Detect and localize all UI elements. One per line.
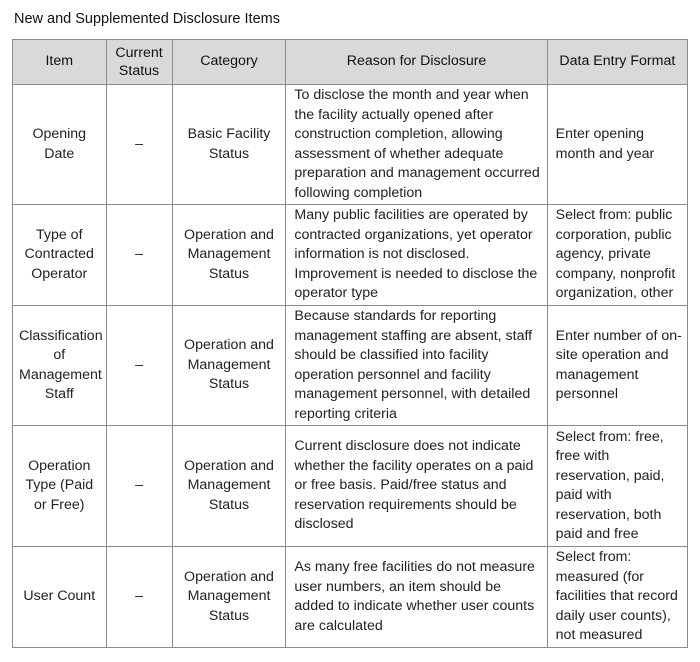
cell-reason: Current disclosure does not indicate whether the facility operates on a paid or free basis. Paid/free status and reservation requirements should be disclosed [286,426,547,547]
cell-category: Operation and Management Status [172,426,286,547]
header-category: Category [172,40,286,85]
cell-category: Operation and Management Status [172,205,286,306]
cell-reason: Because standards for reporting management staffing are absent, staff should be classified into facility operation personnel and facility management personnel, with detailed reporting criteria [286,306,547,426]
cell-reason: Many public facilities are operated by contracted organizations, yet operator information is not disclosed. Improvement is needed to disclose the operator type [286,205,547,306]
cell-format: Select from: public corporation, public agency, private company, nonprofit organization, other [547,205,687,306]
header-reason: Reason for Disclosure [286,40,547,85]
cell-format: Select from: free, free with reservation, paid, paid with reservation, both paid and free [547,426,687,547]
cell-format: Select from: measured (for facilities that record daily user counts), not measured [547,547,687,648]
header-item: Item [13,40,107,85]
table-header-row [13,40,688,85]
cell-format: Enter number of on-site operation and management personnel [547,306,687,426]
cell-item: Type of Contracted Operator [13,205,107,306]
table-row [13,85,688,205]
table-row [13,306,688,426]
cell-item: Operation Type (Paid or Free) [13,426,107,547]
header-current-status: Current Status [106,40,172,85]
cell-format: Enter opening month and year [547,85,687,205]
cell-status: – [106,547,172,648]
document-title: New and Supplemented Disclosure Items [14,11,280,27]
table-row [13,426,688,547]
cell-status: – [106,426,172,547]
cell-reason: To disclose the month and year when the facility actually opened after construction completion, allowing assessment of whether adequate preparation and management occurred following completion [286,85,547,205]
cell-item: User Count [13,547,107,648]
table-row [13,547,688,648]
table-row [13,205,688,306]
cell-status: – [106,85,172,205]
cell-item: Opening Date [13,85,107,205]
cell-category: Basic Facility Status [172,85,286,205]
disclosure-items-table [12,39,688,648]
cell-reason: As many free facilities do not measure user numbers, an item should be added to indicate whether user counts are calculated [286,547,547,648]
cell-item: Classification of Management Staff [13,306,107,426]
cell-status: – [106,306,172,426]
header-format: Data Entry Format [547,40,687,85]
cell-category: Operation and Management Status [172,306,286,426]
cell-status: – [106,205,172,306]
cell-category: Operation and Management Status [172,547,286,648]
